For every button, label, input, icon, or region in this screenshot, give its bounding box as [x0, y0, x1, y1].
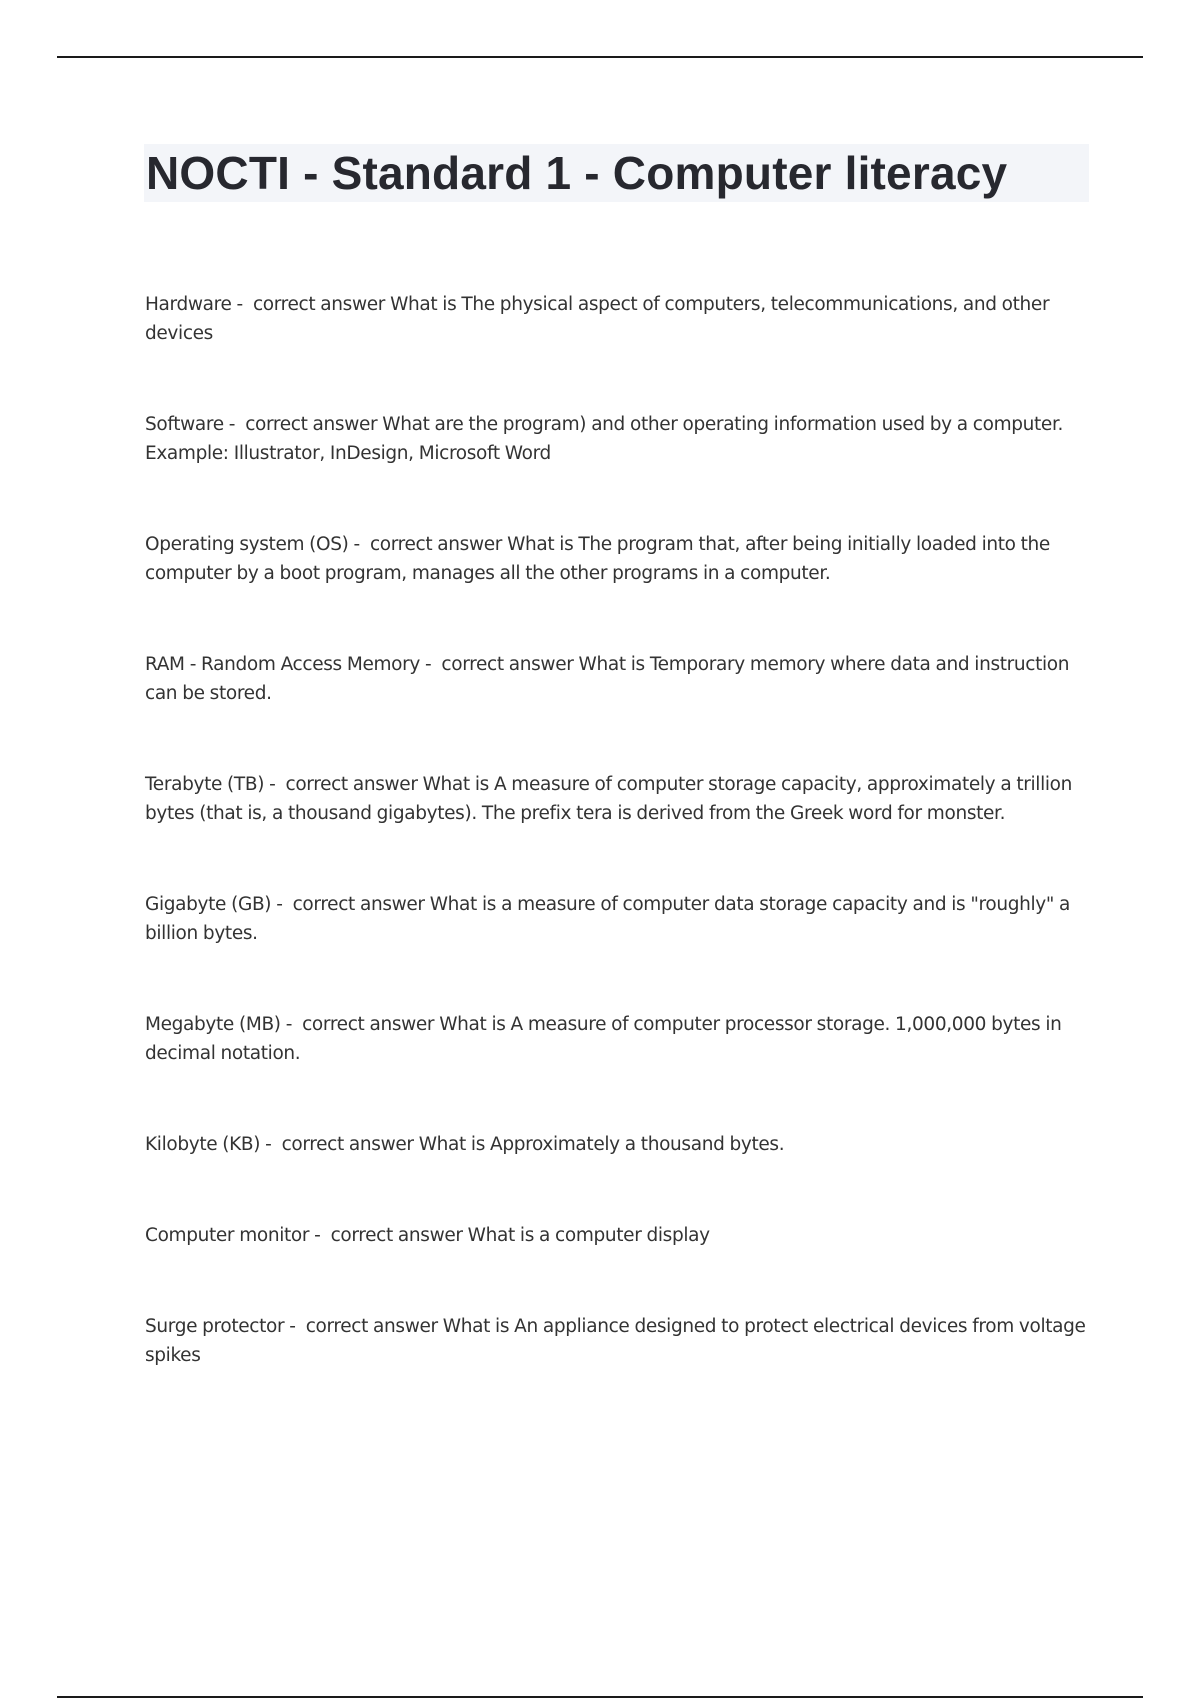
entry-separator: -: [280, 1014, 303, 1035]
entry-answer-prefix: correct answer: [305, 1316, 443, 1337]
entry-answer: What is A measure of computer processor storage. 1,000,000 bytes in decimal notation.: [145, 1014, 1062, 1064]
flashcard-entry: [145, 890, 1095, 948]
flashcard-entry: [145, 290, 1095, 348]
entry-term: RAM - Random Access Memory: [145, 654, 420, 675]
flashcard-entry: [145, 410, 1095, 468]
flashcard-entry: [145, 770, 1095, 828]
entry-answer: What is a measure of computer data storage capacity and is "roughly" a billion bytes.: [145, 894, 1071, 944]
entry-answer: What is The program that, after being initially loaded into the computer by a boot program, manages all the other programs in a computer.: [145, 534, 1050, 584]
entry-separator: -: [264, 774, 286, 795]
entry-separator: -: [419, 654, 442, 675]
entry-answer-prefix: correct answer: [281, 1134, 419, 1155]
entry-term: Gigabyte (GB): [145, 894, 272, 915]
flashcard-entry: [145, 530, 1095, 588]
entry-term: Operating system (OS): [145, 534, 349, 555]
entry-answer-prefix: correct answer: [330, 1225, 468, 1246]
entry-answer: What is a computer display: [467, 1225, 710, 1246]
flashcard-entry: [145, 1312, 1095, 1370]
entry-term: Surge protector: [145, 1316, 285, 1337]
entry-separator: -: [231, 294, 253, 315]
entry-answer-prefix: correct answer: [369, 534, 508, 555]
entry-term: Kilobyte (KB): [145, 1134, 261, 1155]
flashcard-entry: [145, 1130, 1095, 1159]
entry-separator: -: [309, 1225, 331, 1246]
entry-separator: -: [348, 534, 370, 555]
entry-term: Megabyte (MB): [145, 1014, 281, 1035]
entry-answer-prefix: correct answer: [292, 894, 430, 915]
entry-answer: What is An appliance designed to protect electrical devices from voltage spikes: [145, 1316, 1086, 1366]
entry-term: Hardware: [145, 294, 232, 315]
page-title: NOCTI - Standard 1 - Computer literacy: [146, 147, 1008, 199]
entry-answer-prefix: correct answer: [441, 654, 579, 675]
entry-separator: -: [223, 414, 246, 435]
entry-answer-prefix: correct answer: [252, 294, 391, 315]
entry-separator: -: [260, 1134, 282, 1155]
entry-answer: What is A measure of computer storage capacity, approximately a trillion bytes (that is, a thousand gigabytes). The prefix tera is derived from the Greek word for monster.: [145, 774, 1072, 824]
entry-answer: What is Approximately a thousand bytes.: [418, 1134, 785, 1155]
entry-answer-prefix: correct answer: [302, 1014, 440, 1035]
entry-answer: What is Temporary memory where data and instruction can be stored.: [145, 654, 1070, 704]
entry-term: Software: [145, 414, 224, 435]
entry-term: Terabyte (TB): [145, 774, 265, 795]
entry-answer: What is The physical aspect of computers, telecommunications, and other devices: [145, 294, 1050, 344]
entry-answer-prefix: correct answer: [245, 414, 383, 435]
top-rule: [57, 56, 1143, 58]
bottom-rule: [57, 1696, 1143, 1698]
flashcard-entry: [145, 650, 1095, 708]
entry-separator: -: [271, 894, 293, 915]
entry-answer: What are the program) and other operating information used by a computer. Example: Illustrator, InDesign, Microsoft Word: [145, 414, 1064, 464]
entry-answer-prefix: correct answer: [285, 774, 423, 795]
entry-separator: -: [284, 1316, 306, 1337]
flashcard-list: [145, 290, 1095, 1370]
flashcard-entry: [145, 1010, 1095, 1068]
flashcard-entry: [145, 1221, 1095, 1250]
entry-term: Computer monitor: [145, 1225, 310, 1246]
